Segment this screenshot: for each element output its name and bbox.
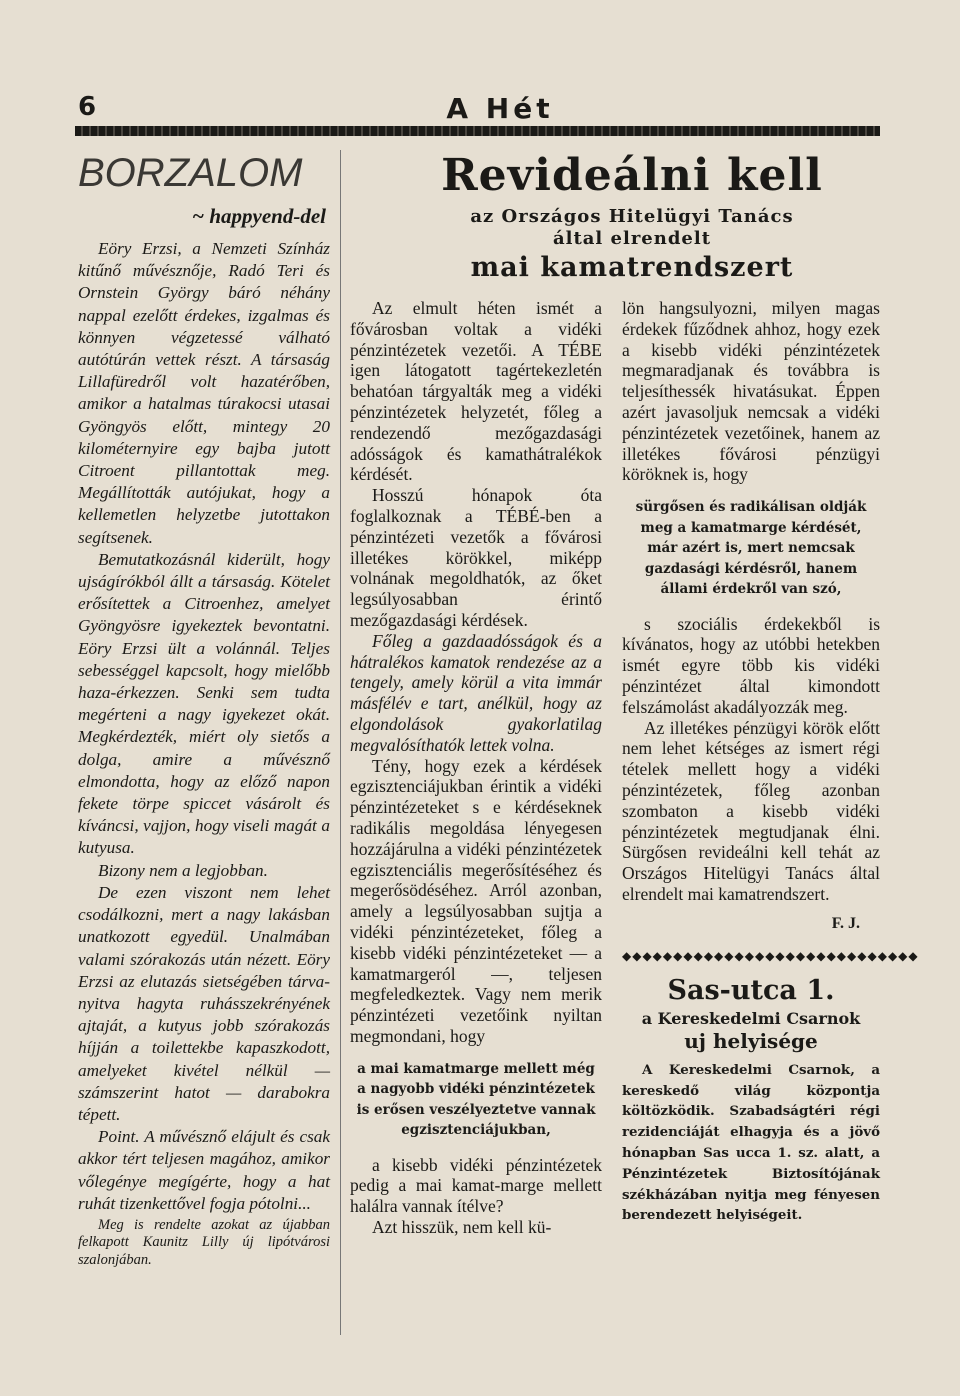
footnote: Meg is rendelte azokat az újabban felkapott Kaunitz Lilly új lipótvárosi szalonjában. [78,1216,330,1268]
header-rule [75,126,880,136]
paragraph: a kisebb vidéki pénzintézetek pedig a mai kamat-marge mellett halálra vannak ítélve? [350,1154,602,1217]
ad-subtitle-2: uj helyisége [684,1028,818,1053]
signature: F. J. [831,914,860,932]
paragraph: s szociális érdekekből is kívánatos, hogy az utóbbi hetekben ismét egyre több kis vidéki pénzintézet által kimondott felszámolást akadályozzák meg. [622,613,880,717]
column-divider [340,150,341,1335]
paragraph: Az elmult héten ismét a fővárosban voltak a vidéki pénzintézetek vezetői. A TÉBE igen látogatott tagértekezletén behatóan tárgyalták meg a vidéki pénzintézetek helyzetét, főleg a rendezendő mezőgazdasági adósságok és kamathátralékok kérdését. [350,298,602,485]
main-article-column-2 [622,298,919,1226]
left-article [78,150,330,1269]
ornament-divider: ◆◆◆◆◆◆◆◆◆◆◆◆◆◆◆◆◆◆◆◆◆◆◆◆◆◆◆◆◆ [622,948,919,963]
paragraph: lön hangsulyozni, milyen magas érdekek fűződnek ahhoz, hogy ezek a kisebb vidéki pénzintézetek megmaradjanak és továbbra is teljesíthessék hivatásukat. Éppen azért javasoljuk nemcsak a vidéki pénzintézetek vezetőinek, hanem az illetékes fővárosi pénzügyi köröknek is, hogy [622,298,880,485]
paragraph: Tény, hogy ezek a kérdések egzisztenciájukban érintik a vidéki pénzintézeteket s e kérdéseknek radikális megoldása lényegesen hozzájárulna a vidéki pénzintézetek egzisztenciális megerősítéséhez és megerősödéséhez. Arról azonban, amely a legsúlyosabban sujtja a vidéki pénzintézeteket, főleg a kisebb vidéki pénzintézeteket — a kamatmargeról —, teljesen megfeledkeztek. Vagy nem merik pénzintézeti vezetőink nyiltan megmondani, hogy [350,755,602,1046]
paragraph: Eöry Erzsi, a Nemzeti Színház kitűnő művésznője, Radó Teri és Ornstein György báró néhány nappal ezelőtt érdekes, izgalmas és könnyen végzetessé válható autótúrán vettek részt. A társaság Lillafüredről volt hazatérőben, amikor a hatalmas túrakocsi utasai Gyöngyös előtt, mintegy 20 kilométernyire egy bajba jutott Citroent pillantottak meg. Megállították autójukat, hogy a kellemetlen helyzetbe jutottakon segítsenek. [78,239,330,547]
main-headline: Revideálni kell [441,150,823,201]
ad-title: Sas-utca 1. [667,974,835,1006]
masthead: A Hét [446,92,554,125]
left-article-body [78,238,330,1269]
paragraph: Point. A művésznő elájult és csak akkor tért teljesen magához, amikor vőlegénye megígérte, hogy a hat ruhát tizenkettővel fogja pótolni... [78,1127,330,1213]
paragraph: Az illetékes pénzügyi körök előtt nem lehet kétséges az ismert régi tételek mellett hogy a vidéki pénzintézetek, főleg azonban szombaton a kisebb vidéki pénzintézetek megtudjanak élni. Sürgősen revideálni kell tehát az Országos Hitelügyi Tanács által elrendelt mai kamatrendszert. [622,717,880,905]
main-subhead-3: mai kamatrendszert [470,252,794,283]
paragraph: De ezen viszont nem lehet csodálkozni, mert a nagy lakásban unatkozott egyedül. Unalmában valami szórakozás után nézett. Eöry Erzsi az elutazás sietségében tárva-nyitva hagyta ruhásszekrényének ajtaját, a kutyus jobb szórakozás híjján a toilettekbe kapaszkodott, amelyeket kivétel nélkül — számszerint hatot — darabokra tépett. [78,882,330,1124]
left-article-title: BORZALOM [78,151,303,195]
main-article-header [358,150,906,286]
left-article-subtitle: ~ happyend-del [192,204,326,228]
ad-text: A Kereskedelmi Csarnok, a kereskedő világ központja költözködik. Szabadságtéri régi rezidenciáját elhagyja és a jövő hónapban Sas ucca 1. sz. alatt, a Pénzintézetek Biztosítójának székházában nyitja meg fényesen berendezett helyiségeit. [622,1061,880,1224]
ad-subtitle-1: a Kereskedelmi Csarnok [641,1008,861,1028]
emphasis-box: a mai kamatmarge mellett még a nagyobb vidéki pénzintézetek is erősen veszélyeztetve vannak egzisztenciájukban, [356,1060,596,1139]
paragraph: Bizony nem a legjobban. [98,860,268,880]
paragraph: Bemutatkozásnál kiderült, hogy ujságírókból állt a társaság. Kötelet erősítettek a Citroenhez, amelyet Gyöngyösre igyekeztek bevontatni. Eöry Erzsi ült a volánnál. Teljes sebességgel kapcsolt, hogy mielőbb haza-érkezzen. Senki sem tudta megérteni a nagy igyekezet okát. Megkérdezték, miért oly sietős a dolga, amire a művésznő elmondotta, hogy az előző napon fekete törpe spiccet vásárolt és kíváncsi, vajjon, hogy viseli magát a kutyusa. [78,549,330,858]
main-article-column-1 [350,298,602,1238]
paragraph: Hosszú hónapok óta foglalkoznak a TÉBÉ-ben a pénzintézeti vezetők a fővárosi illetékes körökkel, miképp volnának megoldhatók, az őket legsúlyosabban érintő mezőgazdasági kérdések. [350,485,602,630]
main-subhead-2: által elrendelt [552,228,712,249]
main-subhead-1: az Országos Hitelügyi Tanács [470,206,794,227]
paragraph: Azt hisszük, nem kell kü- [372,1217,552,1238]
italic-paragraph: Főleg a gazdaadósságok és a hátralékos kamatok rendezése az a tengely, amely körül a vita immár másfélév e tart, anélkül, hogy az elgondolások gyakorlatilag megvalósíthatók lettek volna. [350,630,602,755]
page-number: 6 [78,92,97,122]
emphasis-box: sürgősen és radikálisan oldják meg a kamatmarge kérdését, már azért is, mert nemcsak gazdasági kérdésről, hanem állami érdekről van szó, [635,499,867,598]
